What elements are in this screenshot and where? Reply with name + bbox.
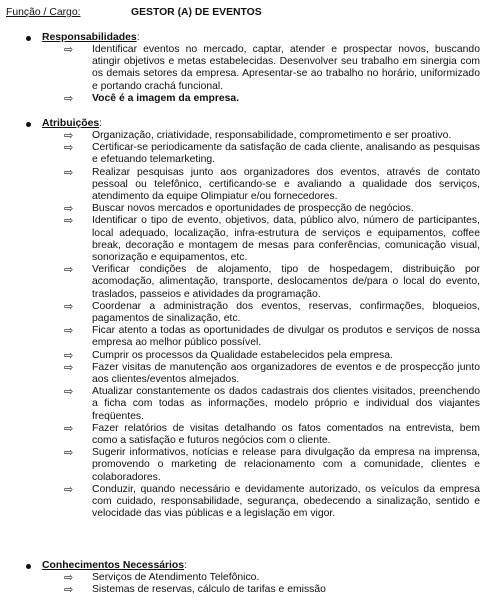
arrow-right-icon: ⇨ [64,264,74,277]
list-item: ⇨ Identificar eventos no mercado, captar, atender e prospectar novos, buscando atingir objetivos e metas estabelecidas. Desenvolver seu trabalho em sinergia com os demais setores da empresa. Apresentar-se ao trabalho no horário, uniformizado e portando crachá funcional. [64,44,480,92]
list-item: ⇨ Cumprir os processos da Qualidade estabelecidos pela empresa. [64,349,393,362]
list-item: ⇨ Fazer relatórios de visitas detalhando os fatos comentados na entrevista, bem como a satisfação e futuros negócios com o cliente. [64,422,480,447]
list-item: ⇨ Sistemas de reservas, cálculo de tarifas e emissão [64,584,326,597]
arrow-right-icon: ⇨ [64,92,74,105]
arrow-right-icon: ⇨ [64,203,74,216]
list-item: ⇨ Buscar novos mercados e oportunidades de prospecção de negócios. [64,203,414,216]
item-list [26,44,480,105]
section-conhecimentos [26,559,480,596]
section-heading: Conhecimentos Necessários: [26,559,480,572]
section-title: Responsabilidades [42,32,137,43]
arrow-right-icon: ⇨ [64,300,74,313]
list-item: ⇨ Fazer visitas de manutenção aos organizadores de eventos e de prospecção junto aos clientes/eventos almejados. [64,361,480,386]
arrow-right-icon: ⇨ [64,584,74,597]
arrow-right-icon: ⇨ [64,325,74,338]
section-title: Atribuições [42,118,100,129]
section-heading: Responsabilidades: [26,31,480,44]
document-header [6,7,494,21]
arrow-right-icon: ⇨ [64,215,74,228]
arrow-right-icon: ⇨ [64,44,74,56]
arrow-right-icon: ⇨ [64,386,74,399]
bullet-dot-icon [26,564,31,569]
list-item: ⇨ Conduzir, quando necessário e devidamente autorizado, os veículos da empresa com cuidado, responsabilidade, segurança, obedecendo a sinalização, sentido e velocidade das vias públicas e a legislação em vigor. [64,483,480,520]
item-list [26,130,480,521]
role-title: GESTOR (A) DE EVENTOS [131,7,262,18]
list-item: ⇨ Ficar atento a todas as oportunidades de divulgar os produtos e serviços de nossa empresa ao melhor público possível. [64,325,480,349]
role-label: Função / Cargo: [6,7,81,18]
list-item: ⇨ Você é a imagem da empresa. [64,92,240,105]
list-item: ⇨ Atualizar constantemente os dados cadastrais dos clientes visitados, preenchendo a ficha com todas as informações, modelo próprio e individual dos viajantes freqüentes. [64,386,480,422]
list-item: ⇨ Certificar-se periodicamente da satisfação de cada cliente, analisando as pesquisas e efetuando telemarketing. [64,142,480,166]
section-responsabilidades [26,31,480,105]
bullet-dot-icon [26,122,31,127]
arrow-right-icon: ⇨ [64,572,74,584]
section-heading: Atribuições: [26,117,480,130]
arrow-right-icon: ⇨ [64,130,74,142]
section-title: Conhecimentos Necessários [42,560,185,571]
arrow-right-icon: ⇨ [64,349,74,362]
list-item: ⇨ Verificar condições de alojamento, tipo de hospedagem, distribuição por acomodação, alimentação, transporte, deslocamentos de/para o local do evento, traslados, passeios e atividades da programação. [64,264,480,300]
arrow-right-icon: ⇨ [64,483,74,496]
list-item: ⇨ Coordenar a administração dos eventos, reservas, confirmações, bloqueios, pagamentos de sinalização, etc. [64,300,480,325]
arrow-right-icon: ⇨ [64,142,74,155]
arrow-right-icon: ⇨ [64,361,74,374]
list-item: ⇨ Organização, criatividade, responsabilidade, comprometimento e ser proativo. [64,130,452,142]
arrow-right-icon: ⇨ [64,166,74,179]
item-list [26,572,480,596]
arrow-right-icon: ⇨ [64,422,74,435]
list-item: ⇨ Sugerir informativos, notícias e release para divulgação da empresa na imprensa, promovendo o marketing de relacionamento com a comunidade, clientes e colaboradores. [64,447,480,483]
list-item: ⇨ Serviços de Atendimento Telefônico. [64,572,260,584]
arrow-right-icon: ⇨ [64,447,74,460]
section-atribuicoes [26,117,480,521]
list-item: ⇨ Realizar pesquisas junto aos organizadores dos eventos, através de contato pessoal ou telefônico, certificando-se e avaliando a qualidade dos serviços, atendimento da equipe Olimpiatur e/ou fornecedores. [64,166,480,203]
list-item: ⇨ Identificar o tipo de evento, objetivos, data, público alvo, número de participantes, local adequado, localização, infra-estrutura de serviços e equipamentos, coffee break, decoração e montagem de mesas para conferências, comunicação visual, sonorização e equipamentos, etc. [64,215,480,264]
bullet-dot-icon [26,36,31,41]
